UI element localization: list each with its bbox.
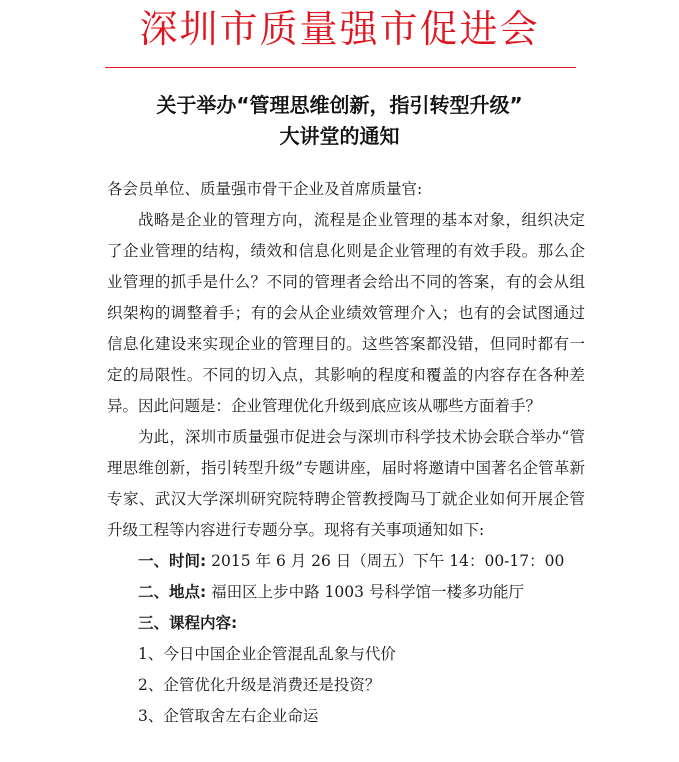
time-row (107, 546, 585, 577)
time-value: 2015 年 6 月 26 日（周五）下午 14：00-17：00 (211, 552, 565, 570)
time-label: 一、时间: (138, 552, 207, 570)
place-label: 二、地点: (138, 583, 207, 601)
course-item: 2、企管优化升级是消费还是投资？ (138, 676, 381, 694)
body-paragraph-1: 战略是企业的管理方向，流程是企业管理的基本对象，组织决定了企业管理的结构，绩效和信息化则是企业管理的有效手段。那么企业管理的抓手是什么？不同的管理者会给出不同的答案，有的会从组织架构的调整着手；有的会从企业绩效管理介入；也有的会试图通过信息化建设来实现企业的管理目的。这些答案都没错，但同时都有一定的局限性。不同的切入点，其影响的程度和覆盖的内容存在各种差异。因此问题是：企业管理优化升级到底应该从哪些方面着手？ (107, 211, 585, 415)
place-value: 福田区上步中路 1003 号科学馆一楼多功能厅 (211, 583, 524, 601)
notice-title-line-2: 大讲堂的通知 (279, 124, 400, 148)
salutation: 各会员单位、质量强市骨干企业及首席质量官: (107, 180, 423, 198)
letterhead-divider (105, 67, 576, 68)
place-row (107, 577, 585, 608)
notice-body (107, 174, 585, 732)
course-label: 三、课程内容: (138, 614, 238, 632)
course-item: 3、企管取舍左右企业命运 (138, 707, 319, 725)
notice-title-line-1: 关于举办“管理思维创新，指引转型升级” (156, 93, 523, 117)
body-paragraph-2: 为此，深圳市质量强市促进会与深圳市科学技术协会联合举办“管理思维创新，指引转型升级”专题讲座，届时将邀请中国著名企管革新专家、武汉大学深圳研究院特聘企管教授陶马丁就企业如何开展企管升级工程等内容进行专题分享。现将有关事项通知如下: (107, 428, 585, 539)
course-item: 1、今日中国企业企管混乱乱象与代价 (138, 645, 396, 663)
org-letterhead: 深圳市质量强市促进会 (139, 7, 540, 51)
course-heading (107, 608, 585, 639)
